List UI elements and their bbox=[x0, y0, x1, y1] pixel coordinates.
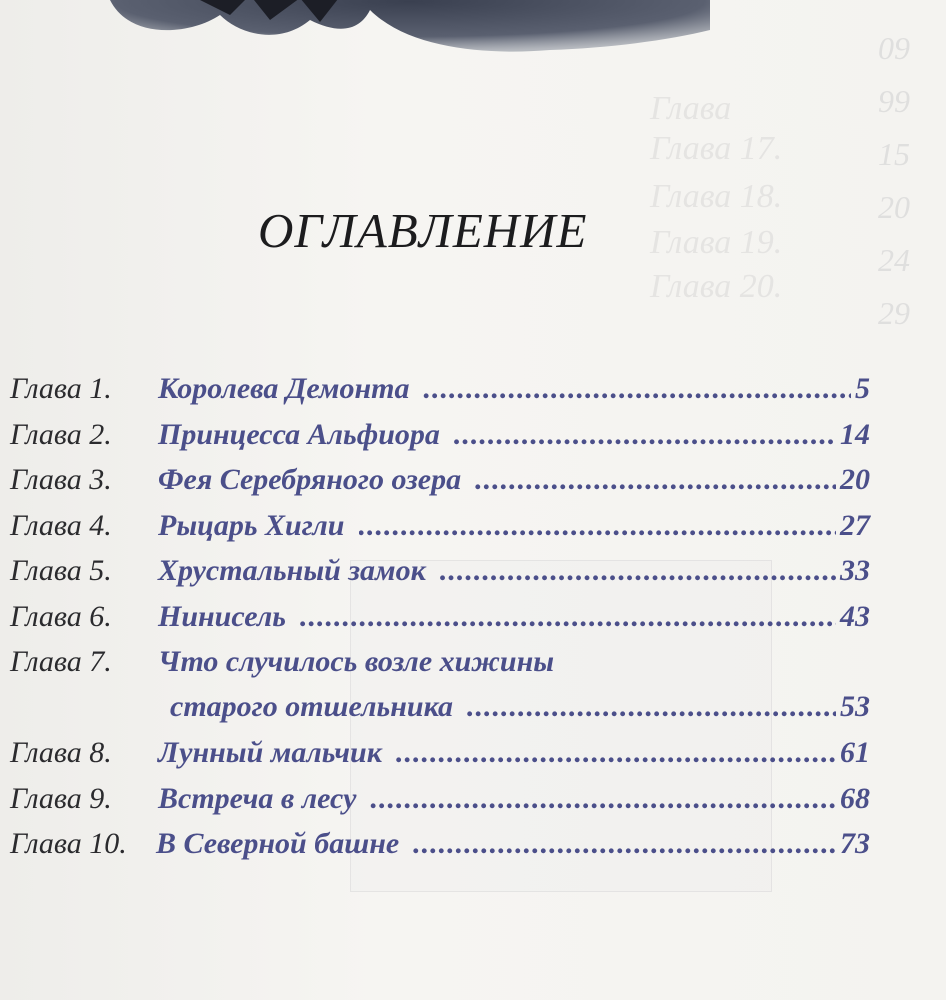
toc-entry[interactable] bbox=[10, 827, 870, 873]
chapter-title: Рыцарь Хигли bbox=[158, 508, 345, 542]
dot-leader bbox=[413, 827, 836, 861]
page-number: 27 bbox=[840, 508, 870, 542]
dot-leader bbox=[300, 600, 836, 634]
page-title: ОГЛАВЛЕНИЕ bbox=[258, 203, 588, 258]
chapter-label: Глава 8. bbox=[10, 736, 112, 769]
dot-leader bbox=[475, 463, 836, 497]
chapter-label: Глава 10. bbox=[10, 827, 127, 860]
dot-leader bbox=[423, 372, 851, 406]
chapter-title: Встреча в лесу bbox=[158, 781, 357, 815]
chapter-title: Что случилось возле хижины bbox=[158, 645, 555, 678]
chapter-label: Глава 9. bbox=[10, 781, 112, 815]
bleed-through-page-numbers: 09 99 15 20 24 29 bbox=[878, 30, 910, 331]
toc-entry[interactable] bbox=[10, 736, 870, 782]
dot-leader bbox=[454, 418, 836, 452]
chapter-title: Королева Демонта bbox=[158, 372, 410, 405]
page-number: 14 bbox=[840, 417, 870, 451]
toc-entry[interactable] bbox=[10, 554, 870, 600]
chapter-title-continued: старого отшельника bbox=[170, 690, 454, 723]
page-number: 53 bbox=[840, 690, 870, 723]
chapter-title: Нинисель bbox=[158, 599, 286, 633]
toc-entry[interactable] bbox=[10, 463, 870, 509]
chapter-title: Принцесса Альфиора bbox=[158, 417, 440, 451]
bleed-through-text: Глава 18. bbox=[650, 178, 783, 215]
dot-leader bbox=[440, 554, 836, 588]
page-number: 43 bbox=[840, 599, 870, 633]
bleed-through-text: Глава bbox=[650, 90, 732, 127]
page-number: 33 bbox=[840, 554, 870, 587]
page-number: 20 bbox=[840, 463, 870, 496]
chapter-title: В Северной башне bbox=[156, 827, 400, 860]
chapter-label: Глава 5. bbox=[10, 554, 112, 587]
chapter-label: Глава 7. bbox=[10, 645, 112, 678]
chapter-label: Глава 4. bbox=[10, 508, 112, 542]
page-number: 73 bbox=[840, 827, 870, 860]
chapter-label: Глава 3. bbox=[10, 463, 112, 496]
bleed-through-text: Глава 19. bbox=[650, 224, 783, 261]
chapter-label: Глава 6. bbox=[10, 599, 112, 633]
dot-leader bbox=[396, 736, 836, 770]
toc-entry[interactable] bbox=[10, 372, 870, 418]
toc-entry[interactable] bbox=[10, 645, 870, 736]
page-number: 5 bbox=[855, 372, 870, 405]
top-illustration bbox=[110, 0, 710, 90]
chapter-title: Хрустальный замок bbox=[158, 554, 426, 587]
toc-entry[interactable] bbox=[10, 418, 870, 464]
chapter-title: Фея Серебряного озера bbox=[158, 463, 462, 496]
toc-entry[interactable] bbox=[10, 509, 870, 555]
page-number: 68 bbox=[840, 781, 870, 815]
page-number: 61 bbox=[840, 736, 870, 769]
table-of-contents bbox=[10, 372, 870, 873]
toc-entry[interactable] bbox=[10, 600, 870, 646]
toc-entry[interactable] bbox=[10, 782, 870, 828]
chapter-title: Лунный мальчик bbox=[158, 736, 382, 769]
chapter-label: Глава 2. bbox=[10, 417, 112, 451]
dot-leader bbox=[467, 690, 836, 724]
dot-leader bbox=[370, 782, 836, 816]
bleed-through-text: Глава 17. bbox=[650, 130, 783, 167]
dot-leader bbox=[359, 509, 837, 543]
chapter-label: Глава 1. bbox=[10, 372, 112, 405]
bleed-through-text: Глава 20. bbox=[650, 268, 783, 305]
